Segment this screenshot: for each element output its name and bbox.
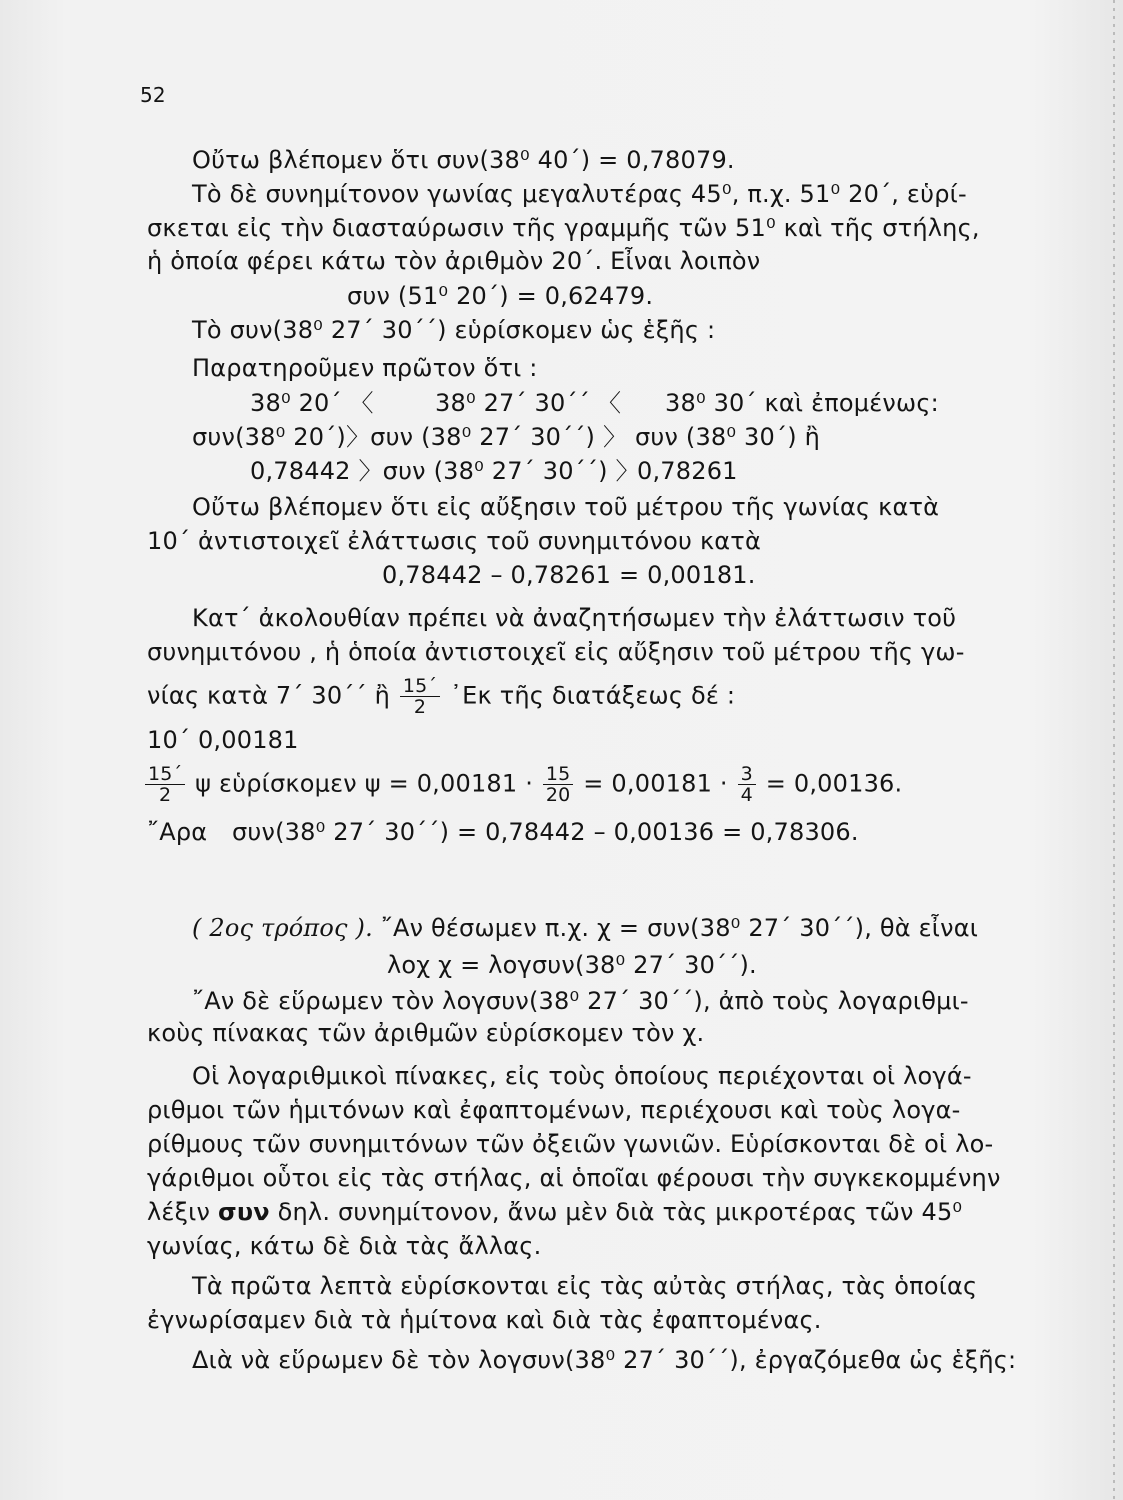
text-span: ῎Αν θέσωμεν π.χ. χ = συν(38⁰ 27΄ 30΄΄), θὰ εἶναι bbox=[380, 914, 979, 942]
text-span: = 0,00181 · bbox=[583, 769, 728, 798]
fraction-numerator: 15΄ bbox=[145, 764, 185, 785]
text-line: Οὔτω βλέπομεν ὅτι συν(38⁰ 40΄) = 0,78079. bbox=[192, 146, 735, 174]
fraction-numerator: 15 bbox=[543, 764, 574, 785]
text-span: = 0,00136. bbox=[765, 769, 903, 798]
text-span: ψ εὑρίσκομεν ψ = 0,00181 · bbox=[195, 769, 534, 798]
inequality-line: συν(38⁰ 20΄)〉συν (38⁰ 27΄ 30΄΄) 〉 συν (38⁰ 30΄) ἢ bbox=[192, 423, 820, 451]
text-line: Τὰ πρῶτα λεπτὰ εὑρίσκονται εἰς τὰς αὐτὰς στήλας, τὰς ὁποίας bbox=[192, 1272, 978, 1300]
text-line: ριθμοι τῶν ἡμιτόνων καὶ ἐφαπτομένων, περιέχουσι καὶ τοὺς λογα- bbox=[147, 1096, 961, 1124]
text-line: ἐγνωρίσαμεν διὰ τὰ ἡμίτονα καὶ διὰ τὰς ἐφαπτομένας. bbox=[147, 1306, 822, 1334]
inequality-sign: 〈 bbox=[597, 389, 622, 417]
equation-line: συν (51⁰ 20΄) = 0,62479. bbox=[347, 282, 654, 310]
inequality-line: 0,78442 〉συν (38⁰ 27΄ 30΄΄) 〉 bbox=[250, 457, 640, 485]
text-line: 10΄ ἀντιστοιχεῖ ἐλάττωσις τοῦ συνημιτόνου κατὰ bbox=[147, 527, 761, 555]
fraction bbox=[738, 764, 756, 805]
equation-line: λοχ χ = λογσυν(38⁰ 27΄ 30΄΄). bbox=[387, 951, 757, 979]
equation-line: συν(38⁰ 27΄ 30΄΄) = 0,78442 – 0,00136 = 0,78306. bbox=[232, 818, 859, 846]
fraction-denominator: 4 bbox=[740, 784, 753, 806]
inequality-left: 38⁰ 20΄ 〈 bbox=[250, 389, 374, 417]
text-line: ῎Αν δὲ εὕρωμεν τὸν λογσυν(38⁰ 27΄ 30΄΄), ἀπὸ τοὺς λογαριθμι- bbox=[192, 987, 969, 1015]
text-line: συνημιτόνου , ἡ ὁποία ἀντιστοιχεῖ εἰς αὔξησιν τοῦ μέτρου τῆς γω- bbox=[147, 638, 965, 666]
fraction-denominator: 2 bbox=[413, 696, 427, 718]
equation-line bbox=[143, 764, 902, 805]
inequality-middle: 38⁰ 27΄ 30΄΄ bbox=[435, 389, 590, 417]
fraction bbox=[543, 764, 574, 805]
text-span: δηλ. συνημίτονον, ἄνω μὲν διὰ τὰς μικροτέρας τῶν 45⁰ bbox=[277, 1198, 963, 1226]
text-span: ᾿Εκ τῆς διατάξεως δέ : bbox=[449, 681, 736, 710]
text-line: ρίθμους τῶν συνημιτόνων τῶν ὀξειῶν γωνιῶν. Εὑρίσκονται δὲ οἱ λο- bbox=[147, 1130, 994, 1158]
fraction-numerator: 3 bbox=[738, 764, 756, 785]
text-line: ἡ ὁποία φέρει κάτω τὸν ἀριθμὸν 20΄. Εἶναι λοιπὸν bbox=[147, 247, 761, 275]
text-span: νίας κατὰ 7΄ 30΄΄ ἢ bbox=[147, 681, 391, 710]
page-number: 52 bbox=[140, 83, 166, 107]
text-line bbox=[147, 676, 735, 717]
text-line: Διὰ νὰ εὕρωμεν δὲ τὸν λογσυν(38⁰ 27΄ 30΄΄), ἐργαζόμεθα ὡς ἑξῆς: bbox=[192, 1346, 1017, 1374]
equation-line: 0,78442 – 0,78261 = 0,00181. bbox=[382, 561, 756, 589]
equation-label: ῎Αρα bbox=[147, 818, 208, 846]
text-line: Κατ΄ ἀκολουθίαν πρέπει νὰ ἀναζητήσωμεν τὴν ἐλάττωσιν τοῦ bbox=[192, 604, 957, 632]
fraction-denominator: 2 bbox=[158, 784, 172, 806]
method-heading: ( 2ος τρόπος ). bbox=[192, 914, 373, 942]
text-line bbox=[192, 913, 978, 943]
bold-term: συν bbox=[217, 1198, 270, 1226]
text-line: Παρατηροῦμεν πρῶτον ὅτι : bbox=[192, 354, 538, 382]
text-line: Οὔτω βλέπομεν ὅτι εἰς αὔξησιν τοῦ μέτρου τῆς γωνίας κατὰ bbox=[192, 493, 940, 521]
inequality-right: 38⁰ 30΄ καὶ ἐπομένως: bbox=[665, 389, 939, 417]
text-line: κοὺς πίνακας τῶν ἀριθμῶν εὑρίσκομεν τὸν χ. bbox=[147, 1019, 705, 1047]
text-line: Τὸ συν(38⁰ 27΄ 30΄΄) εὑρίσκομεν ὡς ἑξῆς : bbox=[192, 316, 716, 344]
text-line: Οἱ λογαριθμικοὶ πίνακες, εἰς τοὺς ὁποίους περιέχονται οἱ λογά- bbox=[192, 1062, 972, 1090]
text-line: γωνίας, κάτω δὲ διὰ τὰς ἄλλας. bbox=[147, 1232, 542, 1260]
inequality-value: 0,78261 bbox=[637, 457, 738, 485]
text-line: 10΄ 0,00181 bbox=[147, 726, 299, 754]
fraction bbox=[400, 676, 440, 717]
text-line: Τὸ δὲ συνημίτονον γωνίας μεγαλυτέρας 45⁰, π.χ. 51⁰ 20΄, εὑρί- bbox=[192, 180, 967, 208]
page-edge bbox=[1113, 0, 1115, 1500]
fraction bbox=[145, 764, 185, 805]
fraction-numerator: 15΄ bbox=[400, 676, 440, 697]
text-line: γάριθμοι οὗτοι εἰς τὰς στήλας, αἱ ὁποῖαι φέρουσι τὴν συγκεκομμένην bbox=[147, 1164, 1001, 1192]
text-line bbox=[147, 1197, 962, 1227]
fraction-denominator: 20 bbox=[545, 784, 571, 806]
text-span: λέξιν bbox=[147, 1198, 211, 1226]
text-line: σκεται εἰς τὴν διασταύρωσιν τῆς γραμμῆς τῶν 51⁰ καὶ τῆς στήλης, bbox=[147, 214, 980, 242]
